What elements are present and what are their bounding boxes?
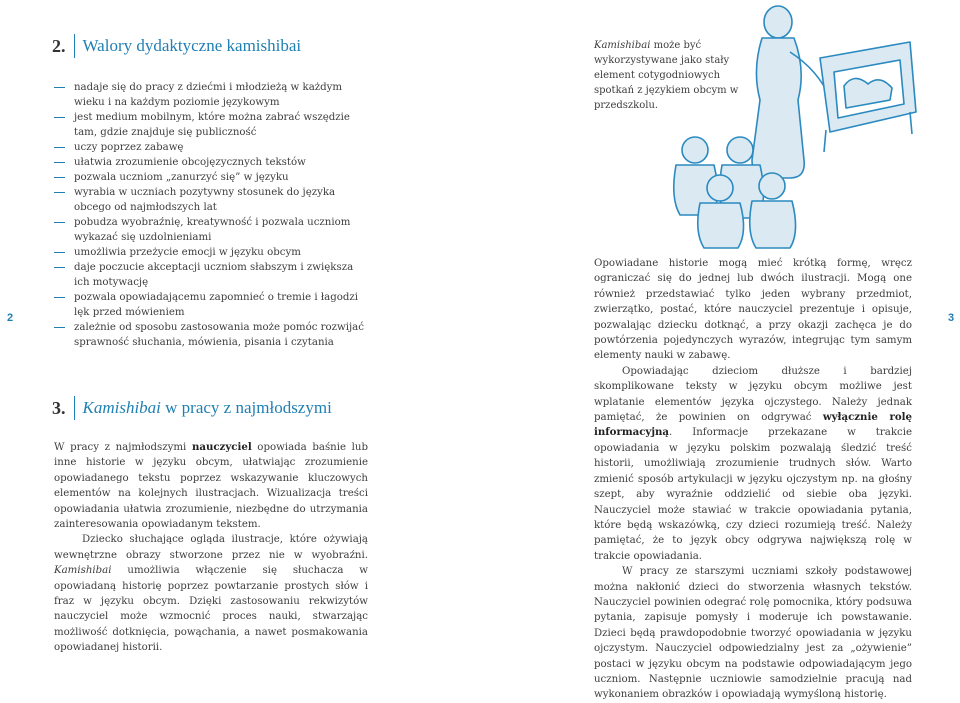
paragraph-text: Dziecko słuchające ogląda ilustracje, które ożywiają wewnętrzne obrazy stworzone przez nie w wyobraźni. bbox=[54, 534, 368, 561]
benefits-list bbox=[54, 80, 364, 350]
list-item: pobudza wyobraźnię, kreatywność i pozwala uczniom wykazać się uzdolnieniami bbox=[54, 215, 364, 245]
paragraph-text: Opowiadając dzieciom dłuższe i bardziej skomplikowane teksty w języku obcym możliwe jest wplatanie elementów języka ojczystego. Należy jednak pamiętać, że powinien on odgrywać bbox=[594, 365, 912, 424]
paragraph bbox=[54, 532, 368, 655]
caption-italic: Kamishibai bbox=[594, 40, 651, 51]
list-item: zależnie od sposobu zastosowania może pomóc rozwijać sprawność słuchania, mówienia, pisania i czytania bbox=[54, 320, 364, 350]
heading-divider bbox=[74, 34, 75, 58]
section-number: 2. bbox=[52, 35, 66, 56]
page-number-left: 2 bbox=[7, 312, 14, 324]
child-head bbox=[727, 137, 753, 163]
child-head bbox=[759, 173, 785, 199]
page-number-right: 3 bbox=[948, 312, 955, 324]
child-head bbox=[707, 175, 733, 201]
paragraph: Opowiadane historie mogą mieć krótką formę, wręcz ograniczać się do jednej lub dwóch ilustracji. Mogą one również przedstawiać tylko jeden wybrany przedmiot, zwierzątko, postać, które nauczyciel prezentuje i opisuje, pozwalając dziecku dotknąć, a przy okazji zachęca je do powtórzenia pojedynczych wyrazów, integrując tym samym elementy nauki w zabawę. bbox=[594, 258, 912, 362]
teacher-head bbox=[764, 6, 792, 38]
paragraph-italic: Kamishibai bbox=[54, 565, 112, 577]
list-item: uczy poprzez zabawę bbox=[54, 140, 364, 155]
list-item: pozwala opowiadającemu zapomnieć o tremie i łagodzi lęk przed mówieniem bbox=[54, 290, 364, 320]
list-item: jest medium mobilnym, które można zabrać wszędzie tam, gdzie znajduje się publiczność bbox=[54, 110, 364, 140]
heading-divider bbox=[74, 396, 75, 420]
list-item: nadaje się do pracy z dziećmi i młodzieżą w każdym wieku i na każdym poziomie językowym bbox=[54, 80, 364, 110]
list-item: daje poczucie akceptacji uczniom słabszym i zwiększa ich motywację bbox=[54, 260, 364, 290]
child-head bbox=[682, 137, 708, 163]
paragraph-bold: wyłącznie rolę informacyjną bbox=[594, 411, 912, 439]
list-item: pozwala uczniom „zanurzyć się” w języku bbox=[54, 170, 364, 185]
paragraph-text: W pracy z najmłodszymi bbox=[54, 442, 192, 453]
section-number: 3. bbox=[52, 397, 66, 418]
section-title bbox=[83, 398, 332, 418]
paragraph bbox=[594, 364, 912, 564]
left-column-text bbox=[54, 440, 368, 656]
paragraph: W pracy ze starszymi uczniami szkoły podstawowej można nakłonić dzieci do stworzenia własnych tekstów. Nauczyciel powinien odegrać rolę pomocnika, który podsuwa pytania, zapisuje pomysły i moderuje ich powstawanie. Dzieci będą prawdopodobnie tworzyć opowiadania w języku ojczystym. Nauczyciel odpowiedzialny jest za „ożywienie” postaci w języku obcym na podstawie odpowiadającym jego uczniom. Następnie uczniowie samodzielnie pracują nad wykonaniem obrazków i opowiadają wymyśloną historię. bbox=[594, 566, 912, 701]
section-3-heading bbox=[52, 396, 332, 420]
section-title-rest: w pracy z najmłodszymi bbox=[160, 398, 332, 417]
section-title-italic: Kamishibai bbox=[82, 398, 161, 417]
storytelling-illustration bbox=[640, 0, 960, 250]
list-item: wyrabia w uczniach pozytywny stosunek do języka obcego od najmłodszych lat bbox=[54, 185, 364, 215]
child-body bbox=[698, 203, 744, 248]
paragraph-bold: nauczyciel bbox=[191, 441, 252, 453]
child-body bbox=[750, 201, 796, 248]
caption-text: może być wykorzystywane jako stały element cotygodniowych spotkań z językiem obcym w przedszkolu. bbox=[594, 40, 739, 111]
paragraph-text: opowiada baśnie lub inne historie w języku obcym, ułatwiając zrozumienie opowiadanego tekstu poprzez wskazywanie kluczowych elementów na kolejnych ilustracjach. Wizualizacja treści opowiadania ułatwia zrozumienie, niezbędne do utrzymania zainteresowania opowiadanym tekstem. bbox=[54, 442, 368, 531]
paragraph-text: umożliwia włączenie się słuchacza w opowiadaną historię poprzez powtarzanie prostych słów i fraz w języku obcym. Dzięki zastosowaniu rekwizytów nauczyciel może wzmocnić proces nauki, stwarzając możliwość dotknięcia, powąchania, a nawet posmakowania opowiadanej historii. bbox=[54, 565, 368, 654]
section-2-heading bbox=[52, 34, 301, 58]
list-item: umożliwia przeżycie emocji w języku obcym bbox=[54, 245, 364, 260]
paragraph bbox=[54, 440, 368, 532]
teacher-body bbox=[752, 38, 804, 178]
section-title: Walory dydaktyczne kamishibai bbox=[82, 36, 302, 55]
list-item: ułatwia zrozumienie obcojęzycznych tekstów bbox=[54, 155, 364, 170]
paragraph-text: . Informacje przekazane w trakcie opowiadania w języku polskim pozwalają śledzić treść historii, umożliwiają zrozumienie trudnych słów. Warto zmienić sposób artykulacji w języku ojczystym np. na głośny szept, aby wyraźnie oddzielić od siebie oba języki. Nauczyciel może stawiać w trakcie opowiadania pytania, które będą wskazówką, czy dzieci rozumieją treść. Należy pamiętać, że to język obcy odgrywa największą rolę w trakcie opowiadania. bbox=[594, 427, 912, 562]
right-column-text bbox=[594, 256, 912, 703]
